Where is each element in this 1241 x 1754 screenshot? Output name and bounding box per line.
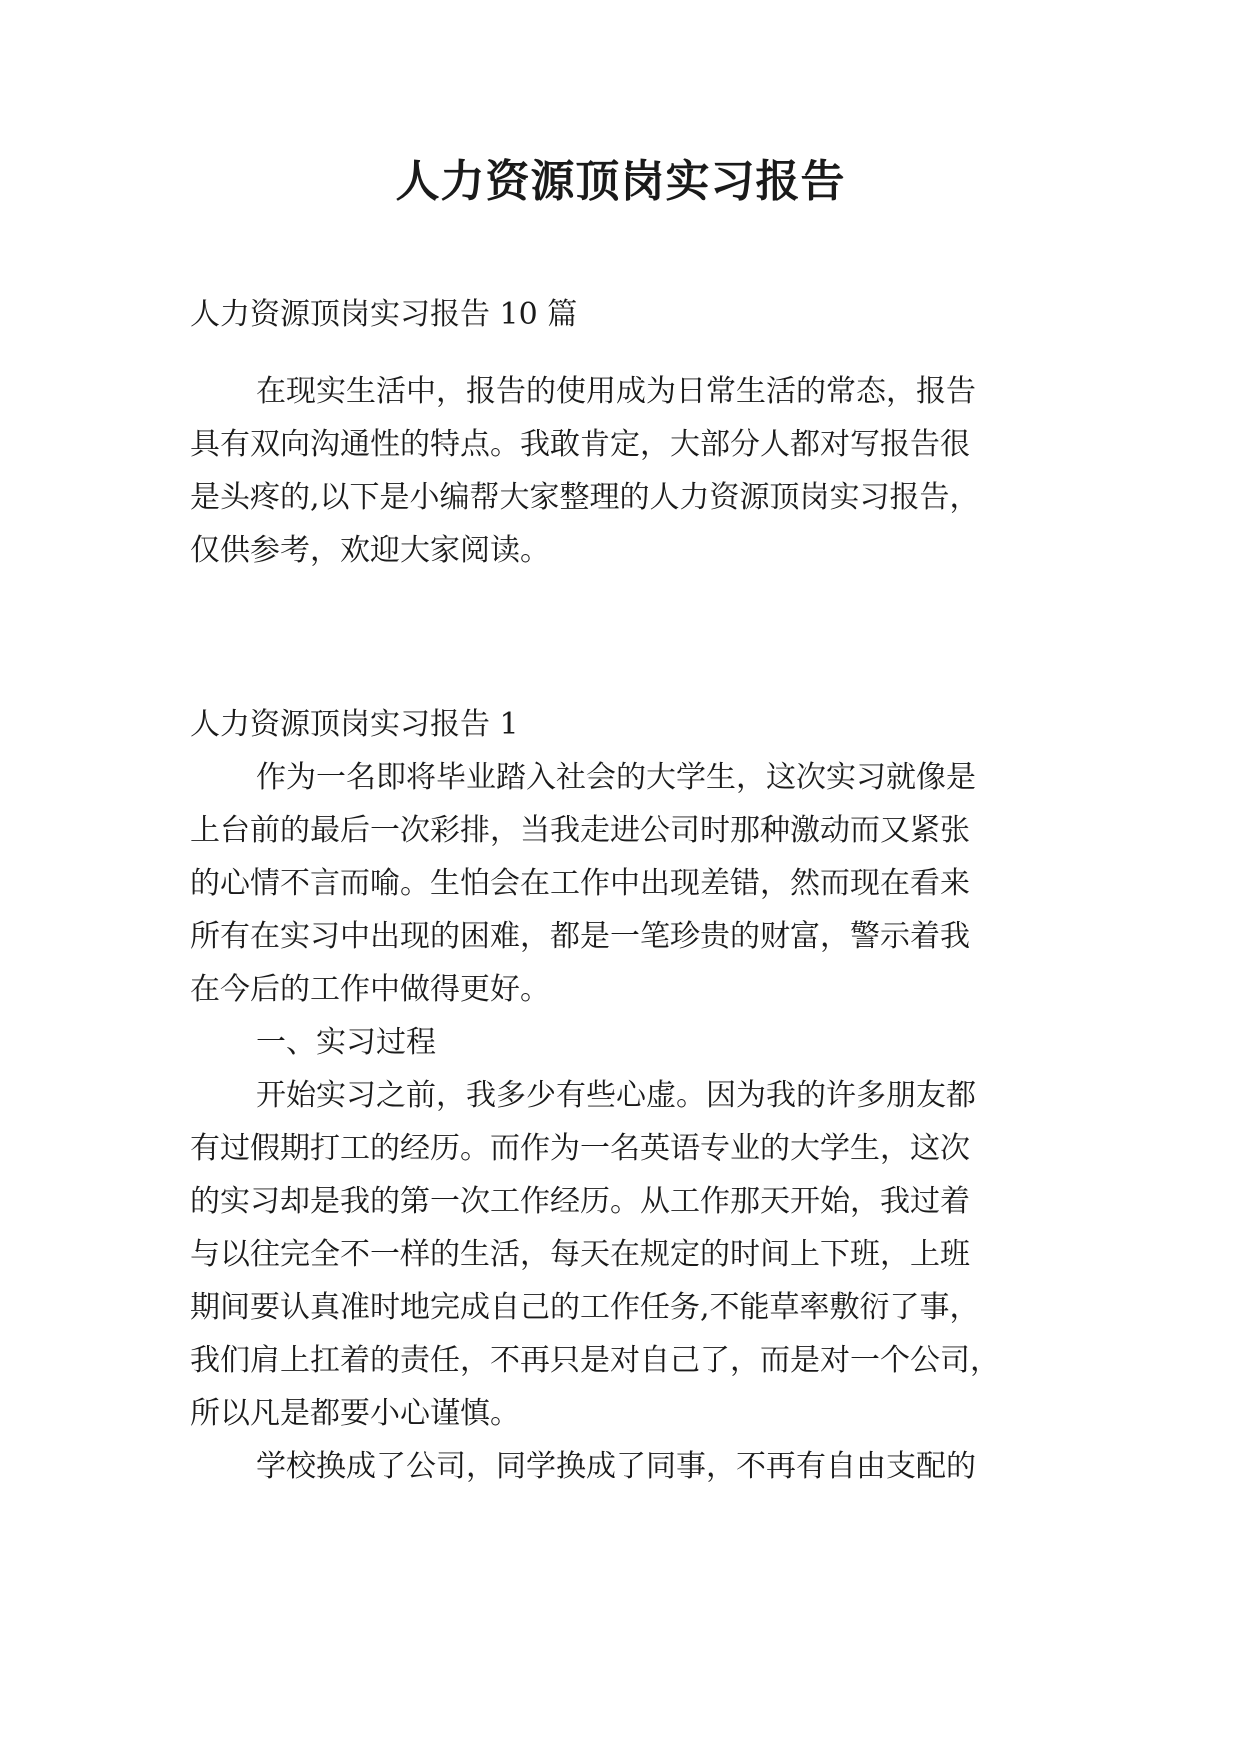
paragraph-line: 在今后的工作中做得更好。 [190,972,550,1007]
subheading: 一、实习过程 [256,1025,436,1060]
paragraph-line: 作为一名即将毕业踏入社会的大学生，这次实习就像是 [256,760,976,795]
document-subtitle: 人力资源顶岗实习报告 10 篇 [190,297,578,332]
paragraph-line: 上台前的最后一次彩排，当我走进公司时那种激动而又紧张 [190,813,970,848]
paragraph-line: 与以往完全不一样的生活，每天在规定的时间上下班，上班 [190,1237,970,1272]
paragraph-line: 学校换成了公司，同学换成了同事，不再有自由支配的 [256,1449,976,1484]
paragraph-line: 有过假期打工的经历。而作为一名英语专业的大学生，这次 [190,1131,970,1166]
paragraph-line: 的实习却是我的第一次工作经历。从工作那天开始，我过着 [190,1184,970,1219]
section-heading: 人力资源顶岗实习报告 1 [190,707,519,742]
paragraph-line: 期间要认真准时地完成自己的工作任务,不能草率敷衍了事， [190,1290,980,1325]
paragraph-line: 所以凡是都要小心谨慎。 [190,1396,520,1431]
paragraph-line: 我们肩上扛着的责任，不再只是对自己了，而是对一个公司， [190,1343,1000,1378]
intro-line: 具有双向沟通性的特点。我敢肯定，大部分人都对写报告很 [190,427,970,462]
paragraph-line: 开始实习之前，我多少有些心虚。因为我的许多朋友都 [256,1078,976,1113]
paragraph-line: 所有在实习中出现的困难，都是一笔珍贵的财富，警示着我 [190,919,970,954]
intro-line: 仅供参考，欢迎大家阅读。 [190,533,550,568]
document-title: 人力资源顶岗实习报告 [395,156,846,207]
intro-line: 在现实生活中，报告的使用成为日常生活的常态，报告 [256,374,976,409]
intro-line: 是头疼的,以下是小编帮大家整理的人力资源顶岗实习报告， [190,480,980,515]
paragraph-line: 的心情不言而喻。生怕会在工作中出现差错，然而现在看来 [190,866,970,901]
